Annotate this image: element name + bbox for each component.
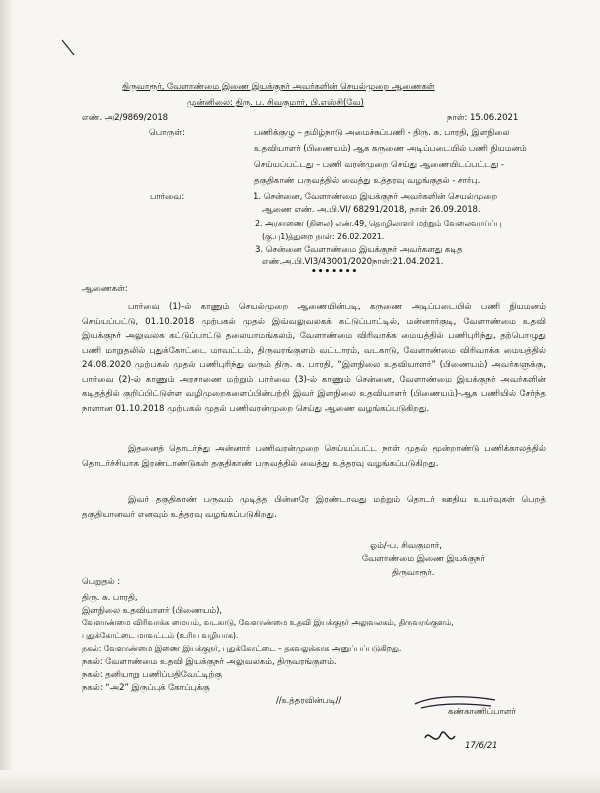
subject-line-1: பணிக்குழு – தமிழ்நாடு அமைச்சுப்பணி - திரு. சு. பாரதி, இளநிலை: [254, 128, 510, 138]
order-footer: //உத்தரவின்படி//: [276, 696, 342, 706]
separator-stars: •••••••: [311, 267, 359, 277]
subject-line-3: செய்யப்பட்டது – பணி வரன்முறை செய்து ஆணையிடப்பட்டது -: [254, 160, 504, 170]
page-shadow: [0, 0, 14, 793]
recipient-address-1: வேளாண்மை விரிவாக்க மையம், வடகாடு, வேளாண்மை உதவி இயக்குநர் அலுவலகம், திருவரங்குளம்,: [82, 618, 454, 627]
recipient-name: திரு. சு. பாரதி,: [82, 593, 138, 603]
signature-date: 17/6/21: [465, 741, 498, 751]
orders-para2-text: இதனைத் தொடர்ந்து அன்னார் பணிவரன்முறை செய்யப்பட்ட நாள் முதல் மூன்றாண்டு பணிக்காலத்தில் தொடர்ச்சியாக இரண்டாண்டுகள் தகுதிகாண் பருவத்தில் வைத்து உத்தரவு வழங்கப்படுகிறது.: [82, 444, 546, 469]
copy-3: நகல்: தனியாறு பணிப்பதிவேட்டிற்கு: [82, 670, 222, 680]
recipient-post: இளநிலை உதவியாளர் (பிணையம்),: [82, 606, 222, 616]
subject-label: பொருள்:: [149, 128, 185, 138]
reference-2b: (கு.பு1)த்துறை நாள்: 26.02.2021.: [262, 232, 385, 241]
subject-line-2: உதவியாளர் (பிணையம்) ஆக கருணை அடிப்படையில் பணி நியமனம்: [254, 144, 527, 154]
signature-label: கண்காணிப்பாளர்: [448, 707, 516, 717]
orders-para1-text: பார்வை (1)-ல் காணும் செயல்முறை ஆணையின்படி, கருணை அடிப்படையில் பணி நியமனம் செய்யப்பட்டு, 01.10.2018 முற்பகல் முதல் இவ்வலுவலகக் கட்டுப்பாட்டில், மன்னார்குடி, வேளாண்மை உதவி இயக்குநர் அலுவலக கட்டுப்பாட்டு தலையாமங்கலம், வேளாண்மை விரிவாக்க மையத்தில் பணிபுரிந்து, தற்பொழுது பணி மாறுதலில் புதுக்கோட்டை மாவட்டம், திருவரங்குளம் வட்டாரம், வடகாடு, வேளாண்மை விரிவாக்க மையத்தில் 24.08.2020 முற்பகல் முதல் பணிபுரிந்து வரும் திரு. சு. பாரதி, “இளநிலை உதவியாளர்” (பிணையம்) அவர்களுக்கு, பார்வை (2)-ல் காணும் அரசாணை மற்றும் பார்வை (3)-ல் காணும் சென்னை, வேளாண்மை இயக்குநர் அவர்களின் கடிதத்தில் குறிப்பிட்டுள்ள வழிமுறைகளைப்பின்பற்றி இவர் இளநிலை உதவியாளர் (பிணையம்)-ஆக பணியில் சேர்ந்த நாளான 01.10.2018 முற்பகல் முதல் பணிவரன்முறை செய்து ஆணை வழங்கப்படுகிறது.: [82, 302, 546, 414]
orders-paragraph-2: [82, 442, 546, 471]
orders-label: ஆணைகள்:: [82, 284, 128, 294]
recipient-address-2: புதுக்கோட்டை மாவட்டம் (உரிய வழியாக).: [82, 631, 239, 640]
order-date: நாள்: 15.06.2021: [447, 113, 519, 123]
reference-2a: 2. அரசாணை (நிலை) எண்.49, தொழிலாளர் மற்றும் வேலைவாய்ப்பு: [255, 219, 502, 228]
page-shadow-bottom: [0, 770, 600, 793]
orders-paragraph-1: [82, 300, 546, 416]
signatory-designation: வேளாண்மை இணை இயக்குநர்: [362, 554, 485, 564]
copy-4: நகல்: “அ2” இருப்புக் கோப்புக்கு: [82, 683, 210, 693]
reference-1a: 1. சென்னை, வேளாண்மை இயக்குநர் அவர்களின் செயல்முறை: [253, 192, 498, 202]
references-label: பார்வை:: [150, 192, 185, 202]
copy-2: நகல்: வேளாண்மை உதவி இயக்குநர் அலுவலகம், திருவரங்குளம்.: [82, 657, 337, 667]
reference-3a: 3. சென்னை வேளாண்மை இயக்குநர் அவர்களது கடித: [255, 245, 463, 255]
orders-para3-text: இவர் தகுதிகாண் பருவம் முடித்த பின்னரே இரண்டாவது மற்றும் தொடர் ஊதிய உயர்வுகள் பெறத் தகுதியானவர் எனவும் உத்தரவு வழங்கப்படுகிறது.: [82, 495, 546, 520]
subject-line-4: தகுதிகாண் பருவத்தில் வைத்து உத்தரவு வழங்குதல் - சார்பு.: [254, 176, 481, 186]
document-title: திருவாரூர், வேளாண்மை இணை இயக்குநர் அவர்களின் செயல்முறை ஆணைகள்: [122, 82, 435, 92]
signatory-name: ஓம்/-ப. சிவகுமார்,: [370, 541, 442, 551]
orders-paragraph-3: [82, 493, 546, 522]
reference-1b: ஆணை எண். அ.பி.VI/ 68291/2018, நாள் 26.09.2018.: [262, 205, 481, 215]
copy-1: நகல்: வேளாண்மை இணை இயக்குநர், புதுக்கோட்டை – தகவலுக்காக அனுப்பப்படுகிறது.: [82, 644, 402, 653]
pen-mark-icon: [60, 38, 80, 58]
signatory-place: திருவாரூர்.: [392, 568, 435, 578]
reference-number: எண். அ2/9869/2018: [82, 113, 169, 123]
presence-line: முன்னிலை: திரு. ப. சிவகுமார், பி.எஸ்சி(வே): [187, 98, 364, 108]
recipients-label: பெறுதல் :: [82, 577, 121, 587]
reference-3b: எண்.அ.பி.VI3/43001/2020நாள்:21.04.2021.: [262, 257, 444, 267]
